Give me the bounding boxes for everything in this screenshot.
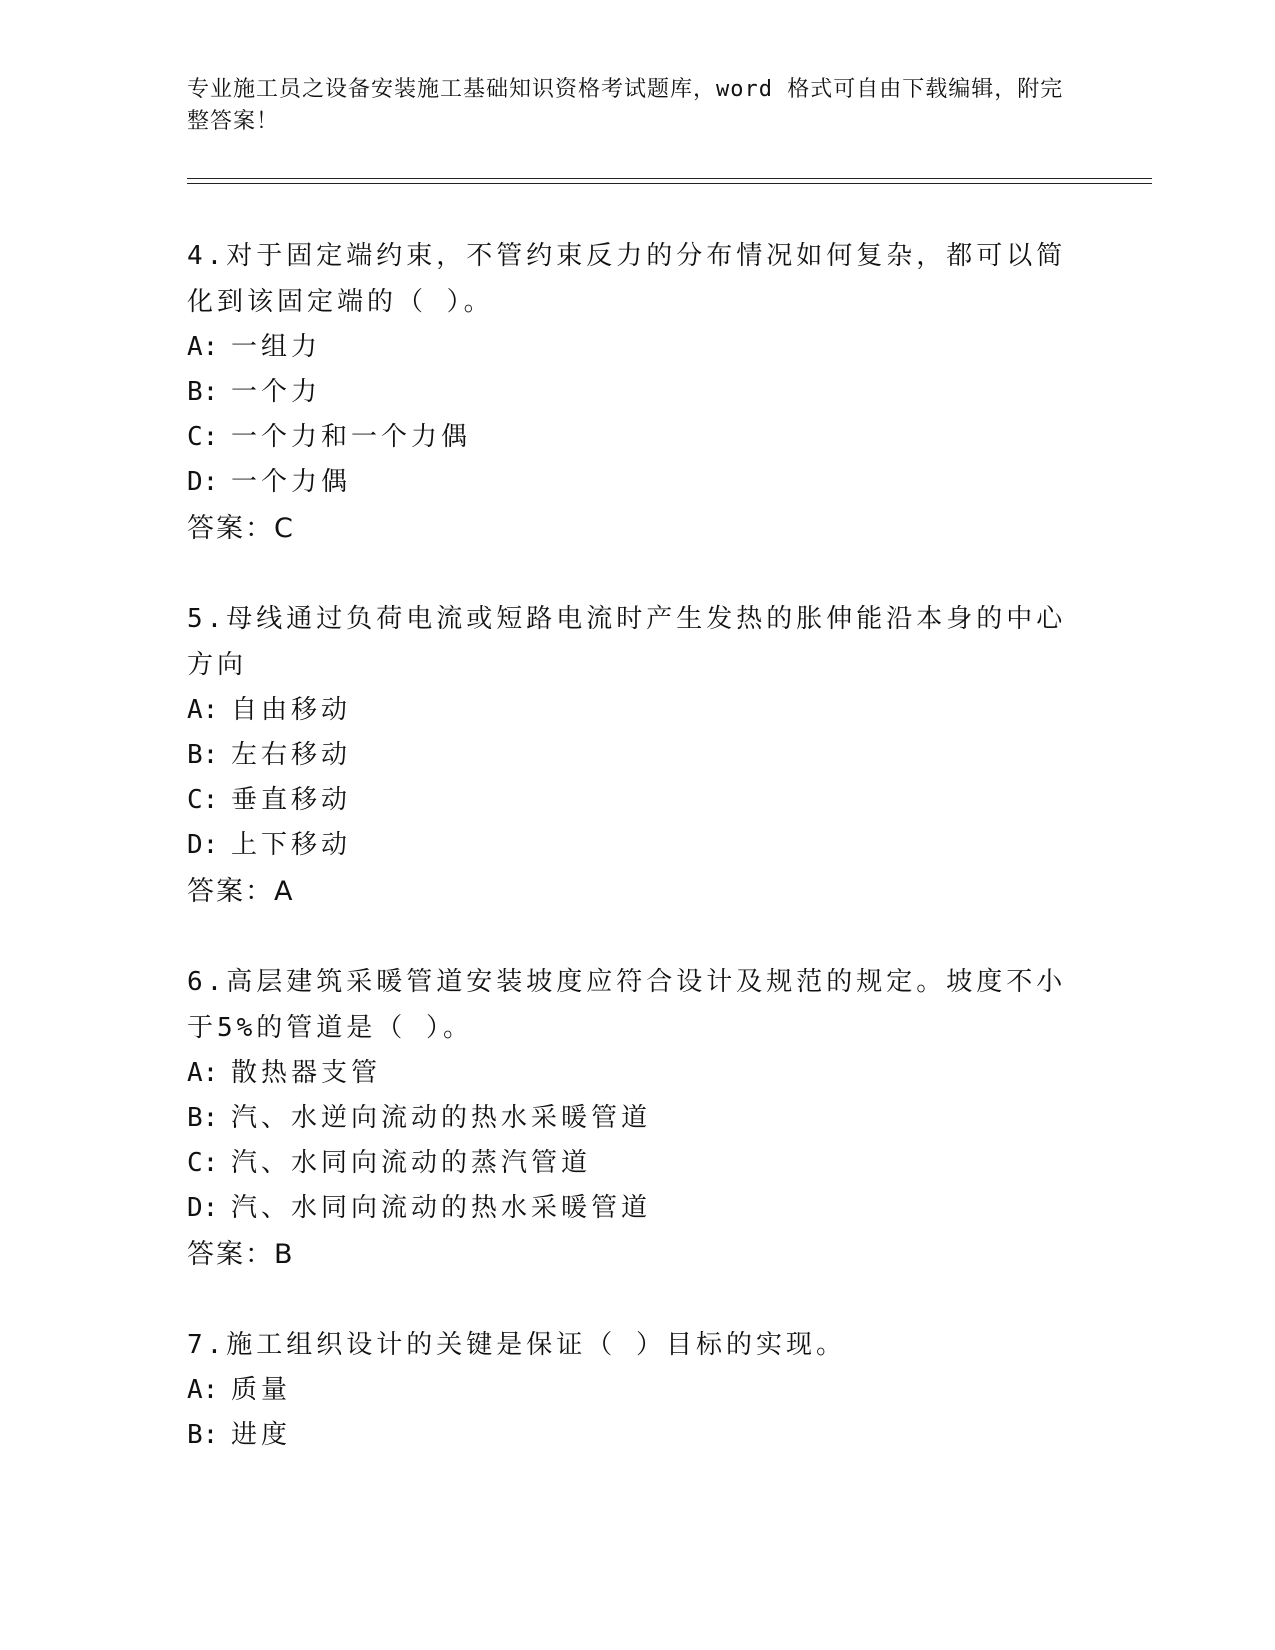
question-stem: 4.对于固定端约束，不管约束反力的分布情况如何复杂，都可以简化到该固定端的（ ）。 <box>187 241 1067 317</box>
question-4 <box>187 233 1067 553</box>
answer-label: 答案： <box>187 1239 274 1270</box>
option-a <box>187 325 1067 370</box>
answer-line <box>187 505 1067 553</box>
option-a <box>187 1368 1067 1413</box>
question-6 <box>187 959 1067 1279</box>
option-b <box>187 733 1067 778</box>
option-text: 质量 <box>231 1375 292 1405</box>
answer-label: 答案： <box>187 876 274 907</box>
option-text: 散热器支管 <box>231 1058 382 1088</box>
option-c <box>187 1141 1067 1186</box>
option-key: A: <box>187 1058 219 1088</box>
option-text: 一个力和一个力偶 <box>231 422 472 452</box>
option-key: D: <box>187 1193 219 1223</box>
option-text: 汽、水同向流动的热水采暖管道 <box>231 1193 652 1223</box>
option-text: 汽、水同向流动的蒸汽管道 <box>231 1148 592 1178</box>
option-a <box>187 688 1067 733</box>
option-key: A: <box>187 1375 219 1405</box>
option-key: C: <box>187 1148 219 1178</box>
option-key: D: <box>187 467 219 497</box>
option-key: B: <box>187 740 219 770</box>
option-d <box>187 1186 1067 1231</box>
option-b <box>187 1096 1067 1141</box>
question-stem: 6.高层建筑采暖管道安装坡度应符合设计及规范的规定。坡度不小于5%的管道是（ ）。 <box>187 967 1067 1043</box>
option-c <box>187 415 1067 460</box>
option-key: A: <box>187 695 219 725</box>
option-text: 左右移动 <box>231 740 352 770</box>
option-text: 一个力 <box>231 377 322 407</box>
option-key: B: <box>187 1103 219 1133</box>
answer-label: 答案： <box>187 513 274 544</box>
answer-value: C <box>274 513 295 544</box>
option-b <box>187 1413 1067 1458</box>
question-7 <box>187 1322 1067 1458</box>
question-5 <box>187 596 1067 916</box>
answer-line <box>187 1231 1067 1279</box>
answer-value: B <box>274 1239 295 1270</box>
document-header: 专业施工员之设备安装施工基础知识资格考试题库，word 格式可自由下载编辑，附完整答案！ <box>187 77 1064 134</box>
option-text: 自由移动 <box>231 695 352 725</box>
option-c <box>187 778 1067 823</box>
option-text: 汽、水逆向流动的热水采暖管道 <box>231 1103 652 1133</box>
option-d <box>187 823 1067 868</box>
option-b <box>187 370 1067 415</box>
option-text: 垂直移动 <box>231 785 352 815</box>
option-key: C: <box>187 785 219 815</box>
header-divider-bottom <box>187 183 1152 184</box>
header-divider-top <box>187 178 1152 179</box>
option-key: B: <box>187 377 219 407</box>
question-stem: 7.施工组织设计的关键是保证（ ）目标的实现。 <box>187 1330 846 1360</box>
option-key: A: <box>187 332 219 362</box>
option-a <box>187 1051 1067 1096</box>
option-key: B: <box>187 1420 219 1450</box>
option-key: C: <box>187 422 219 452</box>
question-stem: 5.母线通过负荷电流或短路电流时产生发热的胀伸能沿本身的中心方向 <box>187 604 1067 680</box>
option-text: 一组力 <box>231 332 322 362</box>
answer-value: A <box>274 876 295 907</box>
option-text: 进度 <box>231 1420 292 1450</box>
option-key: D: <box>187 830 219 860</box>
option-d <box>187 460 1067 505</box>
option-text: 一个力偶 <box>231 467 352 497</box>
answer-line <box>187 868 1067 916</box>
option-text: 上下移动 <box>231 830 352 860</box>
